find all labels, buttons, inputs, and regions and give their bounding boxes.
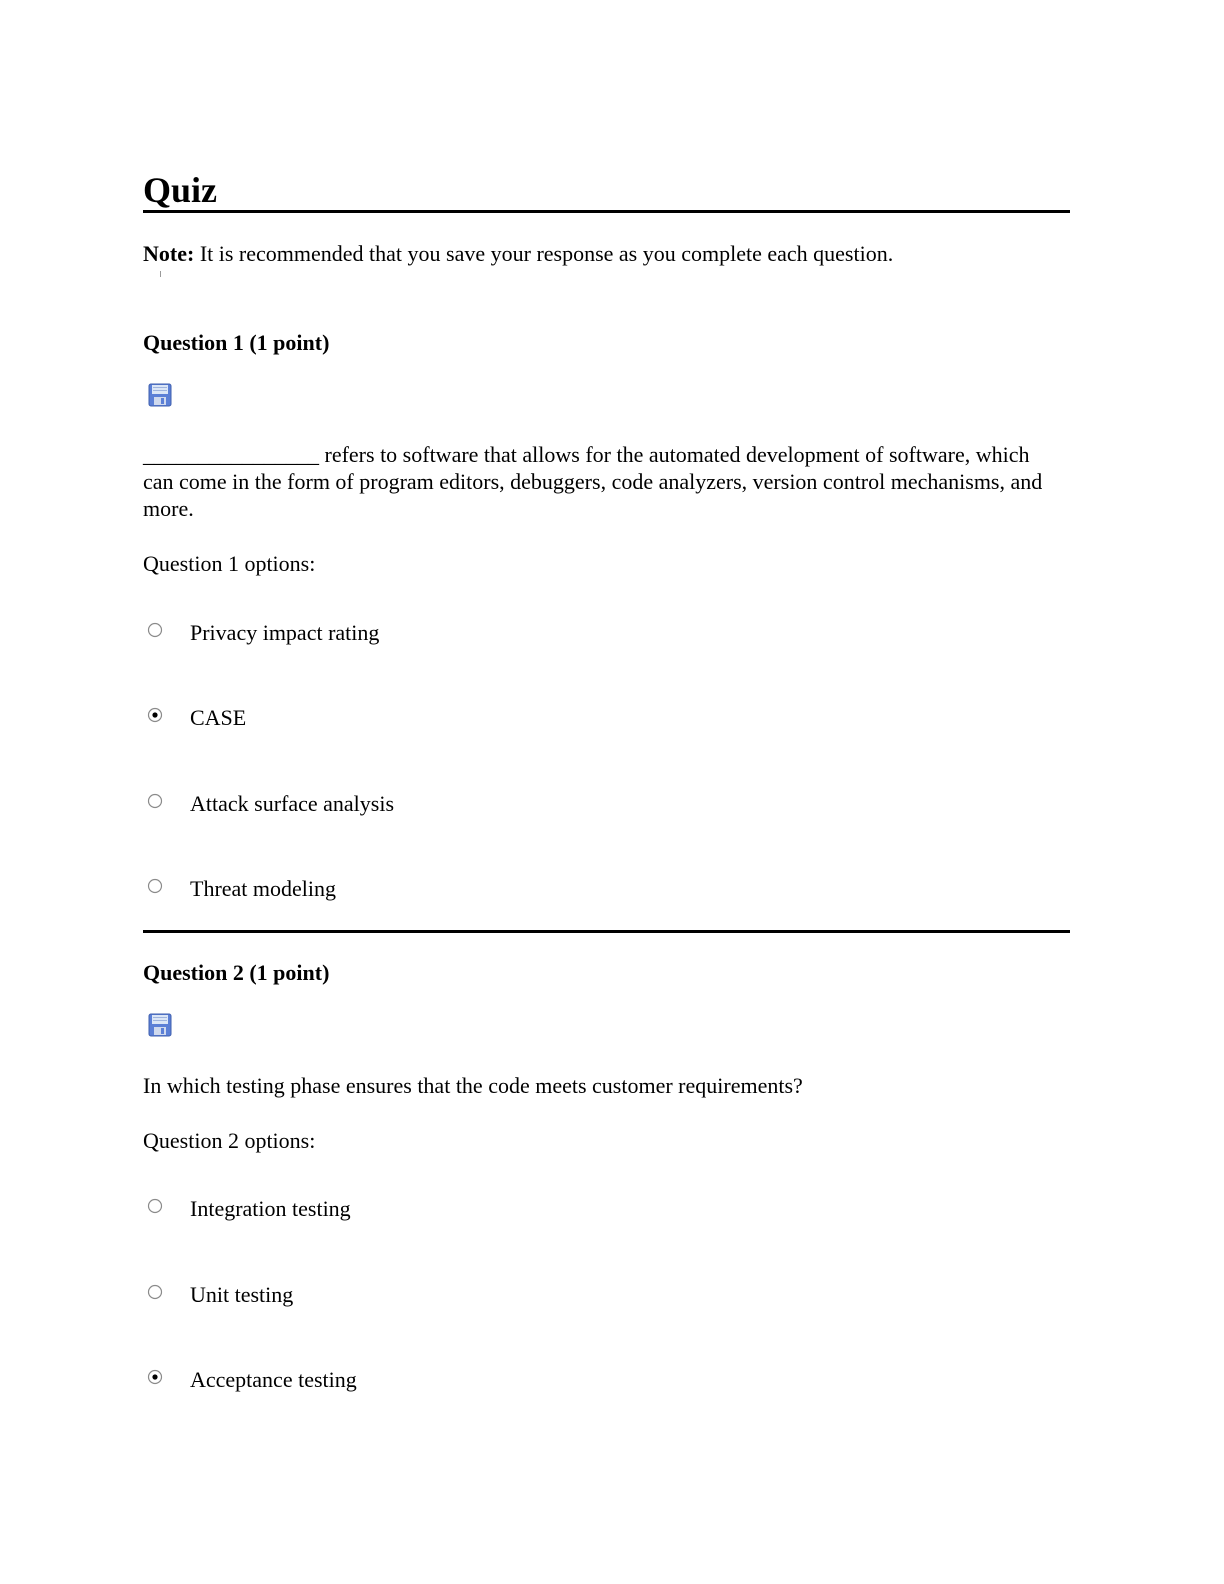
radio-button[interactable] xyxy=(147,622,163,638)
note-label: Note: xyxy=(143,241,195,266)
radio-button[interactable] xyxy=(147,793,163,809)
question-2-header: Question 2 (1 point) xyxy=(143,960,330,985)
option-label: Integration testing xyxy=(190,1196,351,1221)
note-text: It is recommended that you save your response as you complete each question. xyxy=(194,241,894,266)
option-label: Attack surface analysis xyxy=(190,791,395,816)
radio-button-selected[interactable] xyxy=(147,707,163,723)
floppy-disk-icon[interactable] xyxy=(148,383,172,407)
save-note xyxy=(143,239,893,269)
question-1-options-label: Question 1 options: xyxy=(143,551,316,576)
question-1-header: Question 1 (1 point) xyxy=(143,330,330,355)
question-1-option[interactable] xyxy=(143,789,743,819)
question-2-option[interactable] xyxy=(143,1194,743,1224)
question-1-option[interactable] xyxy=(143,703,743,733)
radio-button-selected[interactable] xyxy=(147,1369,163,1385)
option-label: Acceptance testing xyxy=(190,1367,357,1392)
question-2-options-label: Question 2 options: xyxy=(143,1128,316,1153)
separator-mark xyxy=(160,271,161,277)
option-label: CASE xyxy=(190,705,247,730)
question-2-option[interactable] xyxy=(143,1280,743,1310)
floppy-disk-icon[interactable] xyxy=(148,1013,172,1037)
question-2-text: In which testing phase ensures that the code meets customer requirements? xyxy=(143,1073,803,1098)
question-1-option[interactable] xyxy=(143,874,743,904)
option-label: Threat modeling xyxy=(190,876,337,901)
option-label: Privacy impact rating xyxy=(190,620,380,645)
option-label: Unit testing xyxy=(190,1282,294,1307)
question-divider xyxy=(143,930,1070,933)
question-1-text: ________________ refers to software that allows for the automated development of software, which can come in the form of program editors, debuggers, code analyzers, version control mechanisms, and more. xyxy=(143,442,1043,521)
quiz-page xyxy=(143,0,1070,1584)
question-1-option[interactable] xyxy=(143,618,743,648)
radio-button[interactable] xyxy=(147,878,163,894)
page-title: Quiz xyxy=(143,170,1070,213)
radio-button[interactable] xyxy=(147,1284,163,1300)
question-2-option[interactable] xyxy=(143,1365,743,1395)
radio-button[interactable] xyxy=(147,1198,163,1214)
